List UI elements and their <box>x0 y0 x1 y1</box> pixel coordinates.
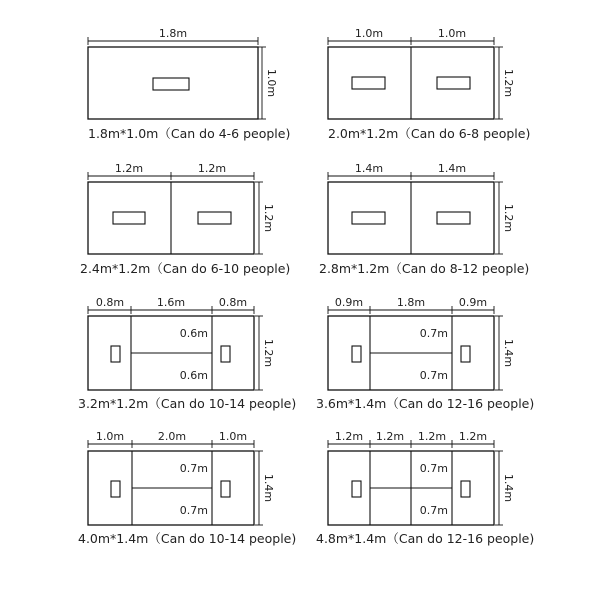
table-slot <box>461 346 470 362</box>
inner-dimension-label: 0.7m <box>179 504 208 517</box>
top-dimension-label: 1.6m <box>156 296 186 309</box>
table-slot <box>352 481 361 497</box>
top-dimension-label: 1.0m <box>354 27 384 40</box>
table-diagram-7 <box>78 430 296 546</box>
top-dimension-label: 1.4m <box>354 162 384 175</box>
inner-dimension-label: 0.7m <box>179 462 208 475</box>
table-slot <box>352 346 361 362</box>
side-dimension-label: 1.2m <box>262 338 275 368</box>
top-dimension-label: 1.2m <box>334 430 364 443</box>
top-dimension-label: 1.2m <box>375 430 405 443</box>
top-dimension-label: 0.9m <box>334 296 364 309</box>
size-caption: 3.6m*1.4m（Can do 12-16 people) <box>316 396 535 411</box>
top-dimension-label: 1.0m <box>437 27 467 40</box>
side-dimension-label: 1.4m <box>502 338 515 368</box>
table-slot <box>352 77 385 89</box>
size-caption: 3.2m*1.2m（Can do 10-14 people) <box>78 396 297 411</box>
table-slot <box>221 481 230 497</box>
table-diagram-5 <box>78 296 296 411</box>
inner-dimension-label: 0.6m <box>179 369 208 382</box>
table-slot <box>111 481 120 497</box>
table-slot <box>221 346 230 362</box>
top-dimension-label: 1.2m <box>114 162 144 175</box>
table-slot <box>113 212 145 224</box>
top-dimension-label: 1.0m <box>218 430 248 443</box>
size-caption: 2.4m*1.2m（Can do 6-10 people) <box>80 261 291 276</box>
top-dimension-label: 1.2m <box>417 430 447 443</box>
side-dimension-label: 1.2m <box>502 203 515 233</box>
table-diagram-8 <box>316 430 534 546</box>
table-slot <box>437 212 470 224</box>
size-caption: 4.8m*1.4m（Can do 12-16 people) <box>316 531 535 546</box>
top-dimension-label: 2.0m <box>157 430 187 443</box>
inner-dimension-label: 0.7m <box>419 462 448 475</box>
inner-dimension-label: 0.7m <box>419 327 448 340</box>
top-dimension-label: 1.8m <box>396 296 426 309</box>
table-slot <box>352 212 385 224</box>
top-dimension-label: 0.9m <box>458 296 488 309</box>
top-dimension-label: 0.8m <box>95 296 125 309</box>
table-slot <box>437 77 470 89</box>
side-dimension-label: 1.0m <box>265 68 278 98</box>
side-dimension-label: 1.2m <box>502 68 515 98</box>
table-diagram-2 <box>328 27 530 141</box>
table-outline <box>88 47 258 119</box>
size-caption: 4.0m*1.4m（Can do 10-14 people) <box>78 531 297 546</box>
table-slot <box>153 78 189 90</box>
top-dimension-label: 1.2m <box>458 430 488 443</box>
size-caption: 1.8m*1.0m（Can do 4-6 people) <box>88 126 291 141</box>
side-dimension-label: 1.4m <box>262 473 275 503</box>
inner-dimension-label: 0.6m <box>179 327 208 340</box>
table-diagram-4 <box>319 162 529 276</box>
table-diagram-1 <box>88 27 290 141</box>
size-caption: 2.0m*1.2m（Can do 6-8 people) <box>328 126 531 141</box>
inner-dimension-label: 0.7m <box>419 369 448 382</box>
top-dimension-label: 1.4m <box>437 162 467 175</box>
table-slot <box>111 346 120 362</box>
table-slot <box>198 212 231 224</box>
top-dimension-label: 1.2m <box>197 162 227 175</box>
top-dimension-label: 1.0m <box>95 430 125 443</box>
table-slot <box>461 481 470 497</box>
top-dimension-label: 0.8m <box>218 296 248 309</box>
side-dimension-label: 1.4m <box>502 473 515 503</box>
table-diagram-3 <box>80 162 290 276</box>
size-caption: 2.8m*1.2m（Can do 8-12 people) <box>319 261 530 276</box>
top-dimension-label: 1.8m <box>158 27 188 40</box>
inner-dimension-label: 0.7m <box>419 504 448 517</box>
table-diagram-6 <box>316 296 534 411</box>
side-dimension-label: 1.2m <box>262 203 275 233</box>
